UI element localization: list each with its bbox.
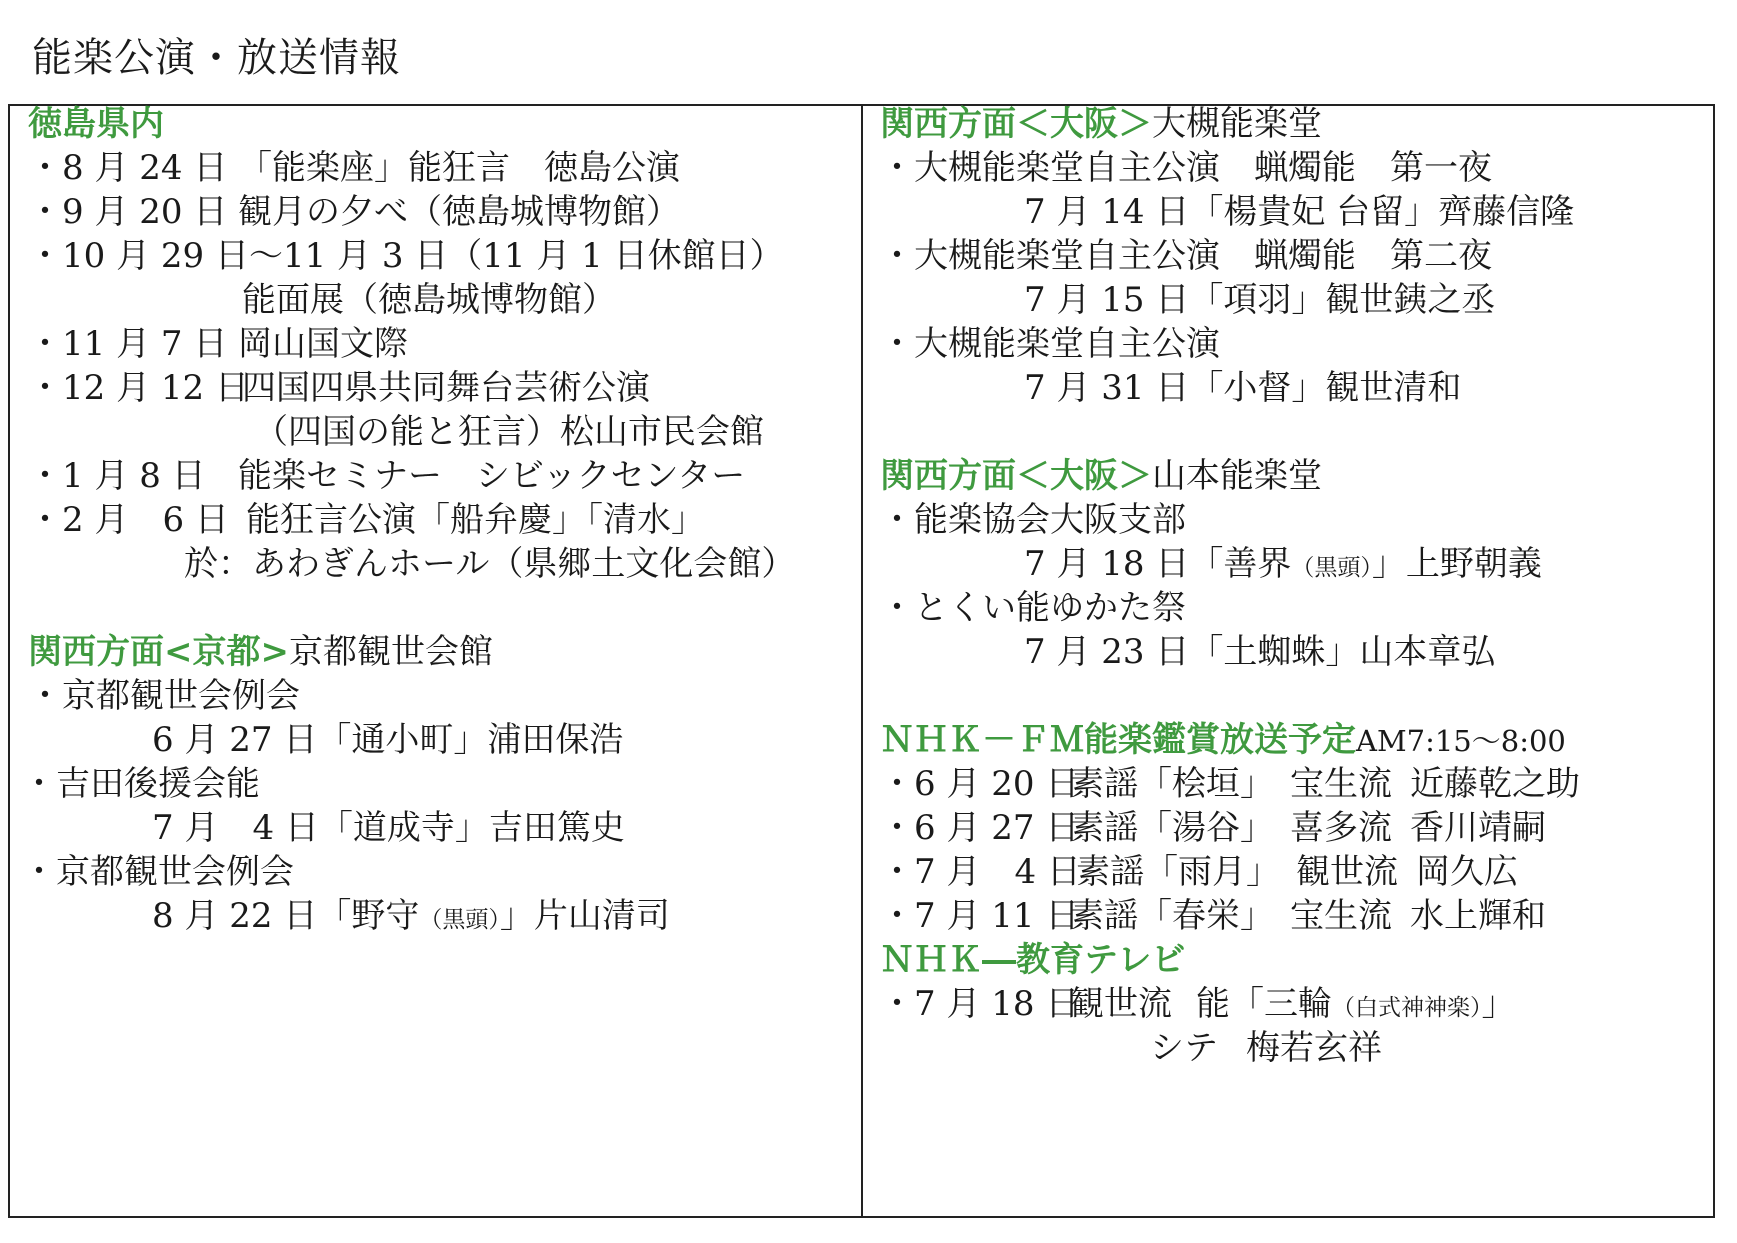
fm-date: ・7 月 11 日 bbox=[880, 896, 1080, 936]
fm-piece: 素謡「春栄」 bbox=[1070, 896, 1274, 936]
otsuki-item-1-detail: 7 月 14 日「楊貴妃 台留」齊藤信隆 bbox=[1024, 192, 1575, 232]
otsuki-venue: 大槻能楽堂 bbox=[1152, 104, 1322, 144]
tokushima-item-6 bbox=[28, 452, 745, 501]
yamamoto-item-2-title: ・とくい能ゆかた祭 bbox=[880, 588, 1186, 628]
edu-performer: 梅若玄祥 bbox=[1246, 1028, 1382, 1068]
yamamoto-item-1-detail bbox=[1024, 540, 1542, 589]
item-text: 四国四県共同舞台芸術公演 bbox=[242, 368, 650, 408]
item-date: ・2 月 6 日 bbox=[28, 500, 229, 540]
kyoto-heading-line bbox=[28, 628, 493, 677]
item-date: ・12 月 12 日 bbox=[28, 368, 249, 408]
kyoto-item-3-detail bbox=[152, 892, 670, 941]
tokushima-item-5 bbox=[28, 364, 650, 413]
otsuki-item-3-detail: 7 月 31 日「小督」観世清和 bbox=[1024, 368, 1462, 408]
item-text: 岡山国文際 bbox=[238, 324, 408, 364]
nhk-fm-row-3 bbox=[880, 848, 1518, 897]
detail-pre: 7 月 18 日「善界 bbox=[1024, 544, 1292, 584]
nhk-edu-heading: ＮＨＫ―教育テレビ bbox=[880, 940, 1186, 980]
otsuki-heading-line bbox=[880, 100, 1322, 149]
nhk-edu-role-line bbox=[1150, 1024, 1382, 1073]
otsuki-item-2-title: ・大槻能楽堂自主公演 蝋燭能 第二夜 bbox=[880, 236, 1492, 276]
tokushima-item-7 bbox=[28, 496, 705, 545]
fm-school: 観世流 bbox=[1296, 852, 1398, 892]
yamamoto-heading: 関西方面＜大阪＞ bbox=[880, 456, 1152, 496]
column-divider bbox=[861, 106, 863, 1216]
item-text: 能楽セミナー シビックセンター bbox=[238, 456, 746, 496]
fm-performer: 香川靖嗣 bbox=[1410, 808, 1546, 848]
fm-school: 喜多流 bbox=[1290, 808, 1392, 848]
kyoto-item-3-title: ・京都観世会例会 bbox=[22, 852, 294, 892]
kyoto-item-1-detail: 6 月 27 日「通小町」浦田保浩 bbox=[152, 720, 624, 760]
fm-performer: 近藤乾之助 bbox=[1410, 764, 1580, 804]
tokushima-heading: 徳島県内 bbox=[28, 104, 164, 144]
item-text: 能狂言公演「船弁慶」「清水」 bbox=[246, 500, 705, 540]
right-column bbox=[880, 106, 1710, 1216]
yamamoto-item-1-title: ・能楽協会大阪支部 bbox=[880, 500, 1186, 540]
nhk-fm-row-4 bbox=[880, 892, 1546, 941]
otsuki-item-3-title: ・大槻能楽堂自主公演 bbox=[880, 324, 1220, 364]
nhk-edu-row bbox=[880, 980, 1516, 1029]
fm-date: ・7 月 4 日 bbox=[880, 852, 1081, 892]
tokushima-item-1 bbox=[28, 144, 680, 193]
fm-piece: 素謡「桧垣」 bbox=[1070, 764, 1274, 804]
nhk-fm-heading-line bbox=[880, 716, 1566, 765]
edu-piece-post: 」 bbox=[1481, 984, 1516, 1024]
otsuki-item-2-detail: 7 月 15 日「項羽」観世銕之丞 bbox=[1024, 280, 1496, 320]
fm-date: ・6 月 27 日 bbox=[880, 808, 1080, 848]
edu-piece-pre: 能「三輪 bbox=[1196, 984, 1332, 1024]
fm-school: 宝生流 bbox=[1290, 896, 1392, 936]
kyoto-heading: 関西方面<京都> bbox=[28, 632, 289, 672]
yamamoto-item-2-detail: 7 月 23 日「土蜘蛛」山本章弘 bbox=[1024, 632, 1496, 672]
edu-piece-small: （白式神神楽） bbox=[1332, 995, 1482, 1021]
detail-pre: 8 月 22 日「野守 bbox=[152, 896, 420, 936]
detail-post: 」片山清司 bbox=[499, 896, 670, 936]
yamamoto-venue: 山本能楽堂 bbox=[1152, 456, 1322, 496]
kyoto-item-2-detail: 7 月 4 日「道成寺」吉田篤史 bbox=[152, 808, 625, 848]
edu-date: ・7 月 18 日 bbox=[880, 984, 1080, 1024]
item-date: ・1 月 8 日 bbox=[28, 456, 206, 496]
edu-school: 観世流 bbox=[1070, 984, 1172, 1024]
tokushima-item-5-text2: （四国の能と狂言）松山市民会館 bbox=[254, 412, 764, 452]
tokushima-item-2 bbox=[28, 188, 680, 237]
kyoto-item-2-title: ・吉田後援会能 bbox=[22, 764, 260, 804]
tokushima-item-4 bbox=[28, 320, 408, 369]
item-date: ・8 月 24 日 bbox=[28, 148, 228, 188]
kyoto-item-1-title: ・京都観世会例会 bbox=[28, 676, 300, 716]
otsuki-item-1-title: ・大槻能楽堂自主公演 蝋燭能 第一夜 bbox=[880, 148, 1492, 188]
tokushima-item-3-text: 能面展（徳島城博物館） bbox=[242, 280, 616, 320]
detail-small: （黒頭） bbox=[419, 907, 500, 933]
nhk-fm-row-2 bbox=[880, 804, 1546, 853]
item-text: 「能楽座」能狂言 徳島公演 bbox=[238, 148, 680, 188]
item-date: ・9 月 20 日 bbox=[28, 192, 228, 232]
item-date: ・11 月 7 日 bbox=[28, 324, 228, 364]
nhk-fm-time: AM7:15～8:00 bbox=[1356, 724, 1566, 758]
fm-piece: 素謡「湯谷」 bbox=[1070, 808, 1274, 848]
item-date: ・10 月 29 日～11 月 3 日（11 月 1 日休館日） bbox=[28, 236, 784, 276]
fm-performer: 岡久広 bbox=[1416, 852, 1518, 892]
kyoto-venue: 京都観世会館 bbox=[288, 632, 493, 672]
yamamoto-heading-line bbox=[880, 452, 1322, 501]
tokushima-item-3 bbox=[28, 232, 784, 281]
item-text: 観月の夕べ（徳島城博物館） bbox=[238, 192, 680, 232]
schedule-frame bbox=[8, 104, 1715, 1218]
fm-piece: 素謡「雨月」 bbox=[1076, 852, 1280, 892]
page-title: 能楽公演・放送情報 bbox=[32, 35, 401, 81]
edu-role: シテ bbox=[1150, 1028, 1218, 1068]
nhk-fm-heading: ＮＨＫ－ＦＭ能楽鑑賞放送予定 bbox=[880, 720, 1356, 760]
fm-school: 宝生流 bbox=[1290, 764, 1392, 804]
left-column bbox=[22, 104, 858, 1216]
otsuki-heading: 関西方面＜大阪＞ bbox=[880, 104, 1152, 144]
detail-small: （黒頭） bbox=[1291, 555, 1372, 581]
tokushima-item-7-text2: 於：あわぎんホール（県郷土文化会館） bbox=[184, 544, 796, 584]
fm-performer: 水上輝和 bbox=[1410, 896, 1546, 936]
fm-date: ・6 月 20 日 bbox=[880, 764, 1080, 804]
detail-post: 」上野朝義 bbox=[1371, 544, 1542, 584]
nhk-fm-row-1 bbox=[880, 760, 1580, 809]
